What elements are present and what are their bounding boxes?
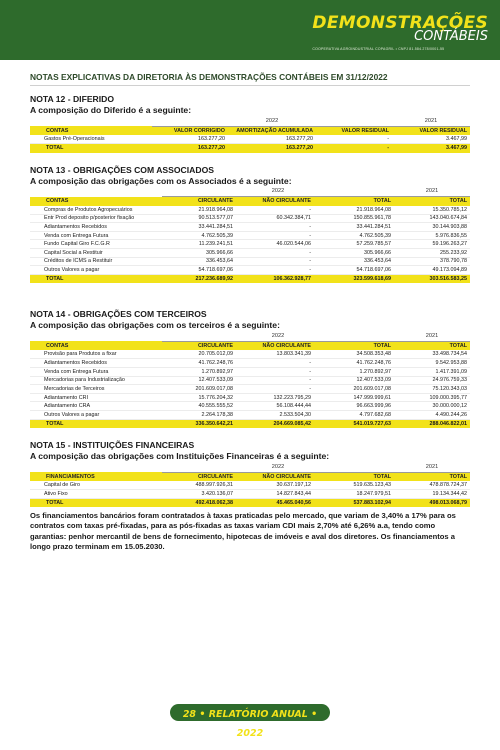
total-row	[30, 498, 470, 507]
table-row	[30, 368, 470, 377]
value-cell: 12.407.533,09	[162, 376, 236, 385]
table-header-row	[30, 126, 470, 135]
value-cell: -	[236, 206, 314, 215]
year-2022-label: 2022	[162, 187, 394, 197]
year-row	[30, 331, 470, 341]
value-cell: -	[236, 249, 314, 258]
table-row	[30, 266, 470, 275]
value-cell: -	[236, 231, 314, 240]
value-cell: -	[236, 257, 314, 266]
row-label: Adiantamentos Recebidos	[30, 223, 162, 232]
total-row	[30, 274, 470, 283]
note-13	[30, 165, 470, 284]
table-row	[30, 240, 470, 249]
total-cell: 537.883.102,94	[314, 498, 394, 507]
value-cell: 4.797.682,68	[314, 411, 394, 420]
value-cell: 1.270.892,97	[314, 368, 394, 377]
column-header: TOTAL	[394, 472, 470, 481]
table-row	[30, 350, 470, 359]
table-row	[30, 231, 470, 240]
year-2022-label: 2022	[152, 116, 392, 126]
value-cell: 150.855.961,78	[314, 214, 394, 223]
note-15	[30, 440, 470, 552]
header-title-block	[312, 14, 488, 51]
total-cell: -	[316, 144, 392, 153]
value-cell: 40.555.555,52	[162, 402, 236, 411]
note-subtitle: A composição do Diferido é a seguinte:	[30, 105, 192, 115]
value-cell: 109.000.395,77	[394, 393, 470, 402]
value-cell: 378.790,78	[394, 257, 470, 266]
note-subtitle: A composição das obrigações com os Associados é a seguinte:	[30, 175, 292, 186]
row-label: Adiantamento CRI	[30, 393, 162, 402]
table-row	[30, 481, 470, 490]
note-12	[30, 94, 470, 153]
value-cell: 46.020.544,06	[236, 240, 314, 249]
note-title: NOTA 12 - DIFERIDO	[30, 94, 115, 104]
column-header: TOTAL	[394, 197, 470, 206]
total-cell: 336.350.642,21	[162, 419, 236, 428]
year-row	[30, 187, 470, 197]
value-cell: 488.997.926,31	[162, 481, 236, 490]
value-cell: 12.407.533,09	[314, 376, 394, 385]
total-label: TOTAL	[30, 144, 152, 153]
total-cell: 45.465.040,56	[236, 498, 314, 507]
value-cell: 18.247.979,51	[314, 490, 394, 499]
table-row	[30, 385, 470, 394]
value-cell: 75.120.343,03	[394, 385, 470, 394]
year-2022-label: 2022	[162, 462, 394, 472]
table-header-row	[30, 472, 470, 481]
value-cell: 336.453,64	[162, 257, 236, 266]
value-cell: 57.259.785,57	[314, 240, 394, 249]
value-cell: 519.635.123,43	[314, 481, 394, 490]
column-header: CONTAS	[30, 197, 162, 206]
table-body	[30, 135, 470, 144]
total-label: TOTAL	[30, 274, 162, 283]
row-label: Adiantamentos Recebidos	[30, 359, 162, 368]
table-row	[30, 135, 470, 144]
value-cell: 478.878.724,37	[394, 481, 470, 490]
note-subtitle: A composição das obrigações com os terceiros é a seguinte:	[30, 320, 280, 331]
table-row	[30, 257, 470, 266]
row-label: Mercadorias de Terceiros	[30, 385, 162, 394]
table-row	[30, 223, 470, 232]
value-cell: 1.270.892,97	[162, 368, 236, 377]
row-label: Venda com Entrega Futura	[30, 368, 162, 377]
value-cell: 201.609.017,08	[162, 385, 236, 394]
total-cell: 541.019.727,63	[314, 419, 394, 428]
note-title: NOTA 14 - OBRIGAÇÕES COM TERCEIROS	[30, 309, 207, 320]
total-row	[30, 144, 470, 153]
document-title: NOTAS EXPLICATIVAS DA DIRETORIA ÀS DEMONSTRAÇÕES CONTÁBEIS EM 31/12/2022	[30, 68, 470, 86]
note-subtitle: A composição das obrigações com Instituições Financeiras é a seguinte:	[30, 451, 330, 462]
value-cell: -	[236, 368, 314, 377]
table-row	[30, 359, 470, 368]
value-cell: 21.918.964,08	[162, 206, 236, 215]
total-row	[30, 419, 470, 428]
row-label: Capital de Giro	[30, 481, 162, 490]
total-label: TOTAL	[30, 419, 162, 428]
value-cell: -	[236, 385, 314, 394]
total-cell: 288.046.822,01	[394, 419, 470, 428]
value-cell: 132.223.795,29	[236, 393, 314, 402]
value-cell: 9.542.953,88	[394, 359, 470, 368]
value-cell: 41.762.248,76	[314, 359, 394, 368]
financing-paragraph: Os financiamentos bancários foram contratados à taxas praticadas pelo mercado, que variam de 3,40% a 17% para os contratos com taxas pré-fixadas, para as pós-fixadas as taxas variam CDI mais 2,70% até 6,26% a.a, tendo como garantias: penhor mercantil de bens de fornecimento, hipotecas de imóveis e aval dos diretores. Os financiamentos a longo prazo terminam em 15.05.2030.	[30, 511, 456, 551]
table-row	[30, 214, 470, 223]
value-cell: -	[236, 359, 314, 368]
table-row	[30, 249, 470, 258]
row-label: Fundo Capital Giro F.C.G.R	[30, 240, 162, 249]
value-cell: 60.342.384,71	[236, 214, 314, 223]
value-cell: 90.513.577,07	[162, 214, 236, 223]
value-cell: 24.976.759,33	[394, 376, 470, 385]
table-row	[30, 490, 470, 499]
column-header: FINANCIAMENTOS	[30, 472, 162, 481]
main-content	[30, 68, 470, 552]
row-label: Gastos Pré-Operacionais	[30, 135, 152, 144]
value-cell: 54.718.697,06	[162, 266, 236, 275]
value-cell: 33.441.284,51	[162, 223, 236, 232]
value-cell: 201.609.017,08	[314, 385, 394, 394]
value-cell: 305.966,66	[162, 249, 236, 258]
value-cell: 15.350.785,12	[394, 206, 470, 215]
column-header: VALOR RESIDUAL	[316, 126, 392, 135]
column-header: CONTAS	[30, 341, 162, 350]
value-cell: 2.533.504,30	[236, 411, 314, 420]
value-cell: -	[236, 266, 314, 275]
value-cell: 147.999.999,61	[314, 393, 394, 402]
value-cell: 21.918.964,08	[314, 206, 394, 215]
column-header: CONTAS	[30, 126, 152, 135]
value-cell: 163.277,20	[152, 135, 228, 144]
column-header: TOTAL	[314, 197, 394, 206]
value-cell: 34.508.353,48	[314, 350, 394, 359]
year-row	[30, 116, 470, 126]
value-cell: 49.173.094,89	[394, 266, 470, 275]
table-header-row	[30, 197, 470, 206]
value-cell: -	[236, 223, 314, 232]
total-cell: 3.467,99	[392, 144, 470, 153]
value-cell: -	[316, 135, 392, 144]
year-2021-label: 2021	[394, 187, 470, 197]
table-body	[30, 481, 470, 498]
column-header: NÃO CIRCULANTE	[236, 197, 314, 206]
value-cell: 2.264.178,38	[162, 411, 236, 420]
total-cell: 163.277,20	[152, 144, 228, 153]
value-cell: 20.705.012,09	[162, 350, 236, 359]
value-cell: 30.000.000,12	[394, 402, 470, 411]
year-2021-label: 2021	[394, 462, 470, 472]
row-label: Venda com Entrega Futura	[30, 231, 162, 240]
column-header: CIRCULANTE	[162, 341, 236, 350]
value-cell: 163.277,20	[228, 135, 316, 144]
page-footer	[170, 704, 330, 739]
year-2021-label: 2021	[394, 331, 470, 341]
year-row	[30, 462, 470, 472]
header-small-text: COOPERATIVA AGROINDUSTRIAL COPAGRIL • CNPJ 81.584.278/0001-55	[312, 47, 445, 51]
total-cell: 303.516.583,25	[394, 274, 470, 283]
associates-obligations-table	[30, 187, 470, 284]
value-cell: 96.663.999,96	[314, 402, 394, 411]
note-14	[30, 309, 470, 428]
value-cell: -	[236, 376, 314, 385]
row-label: Outros Valores a pagar	[30, 411, 162, 420]
column-header: VALOR CORRIGIDO	[152, 126, 228, 135]
column-header: CIRCULANTE	[162, 197, 236, 206]
year-2022-label: 2022	[162, 331, 394, 341]
total-cell: 498.013.068,79	[394, 498, 470, 507]
row-label: Capital Social a Restituir	[30, 249, 162, 258]
column-header: CIRCULANTE	[162, 472, 236, 481]
row-label: Outros Valores a pagar	[30, 266, 162, 275]
footer-label: 28 • RELATÓRIO ANUAL • 2022	[182, 709, 318, 739]
value-cell: 59.196.263,27	[394, 240, 470, 249]
value-cell: 33.441.284,51	[314, 223, 394, 232]
page-header	[0, 0, 500, 60]
note-title: NOTA 13 - OBRIGAÇÕES COM ASSOCIADOS	[30, 164, 214, 175]
value-cell: 3.467,99	[392, 135, 470, 144]
row-label: Mercadorias para Industrialização	[30, 376, 162, 385]
value-cell: 336.453,64	[314, 257, 394, 266]
value-cell: 33.498.734,54	[394, 350, 470, 359]
year-2021-label: 2021	[392, 116, 470, 126]
column-header: VALOR RESIDUAL	[392, 126, 470, 135]
row-label: Compras de Produtos Agropecuários	[30, 206, 162, 215]
row-label: Ativo Fixo	[30, 490, 162, 499]
total-cell: 323.599.618,69	[314, 274, 394, 283]
total-cell: 163.277,20	[228, 144, 316, 153]
column-header: NÃO CIRCULANTE	[236, 341, 314, 350]
value-cell: 41.762.248,76	[162, 359, 236, 368]
table-header-row	[30, 341, 470, 350]
financial-institutions-table	[30, 462, 470, 507]
value-cell: 54.718.697,06	[314, 266, 394, 275]
value-cell: 4.762.505,39	[314, 231, 394, 240]
value-cell: 3.420.136,07	[162, 490, 236, 499]
table-body	[30, 206, 470, 275]
deferred-table	[30, 116, 470, 153]
table-row	[30, 393, 470, 402]
table-row	[30, 206, 470, 215]
table-row	[30, 376, 470, 385]
value-cell: 56.108.444,44	[236, 402, 314, 411]
value-cell: 4.490.244,26	[394, 411, 470, 420]
value-cell: 5.976.836,55	[394, 231, 470, 240]
header-title: DEMONSTRAÇÕES	[312, 13, 488, 33]
value-cell: 15.776.204,32	[162, 393, 236, 402]
value-cell: 14.827.843,44	[236, 490, 314, 499]
column-header: TOTAL	[394, 341, 470, 350]
column-header: TOTAL	[314, 341, 394, 350]
header-subtitle: CONTÁBEIS	[414, 29, 488, 44]
third-party-obligations-table	[30, 331, 470, 428]
row-label: Adiantamento CRA	[30, 402, 162, 411]
total-cell: 492.418.062,38	[162, 498, 236, 507]
value-cell: 1.417.391,09	[394, 368, 470, 377]
value-cell: 30.637.197,12	[236, 481, 314, 490]
value-cell: 30.144.903,88	[394, 223, 470, 232]
column-header: AMORTIZAÇÃO ACUMULADA	[228, 126, 316, 135]
row-label: Entr Prod deposito p/posterior fixação	[30, 214, 162, 223]
total-cell: 106.362.928,77	[236, 274, 314, 283]
value-cell: 11.239.241,51	[162, 240, 236, 249]
column-header: TOTAL	[314, 472, 394, 481]
total-cell: 204.669.085,42	[236, 419, 314, 428]
value-cell: 4.762.505,39	[162, 231, 236, 240]
total-cell: 217.236.689,92	[162, 274, 236, 283]
table-row	[30, 402, 470, 411]
value-cell: 143.040.674,84	[394, 214, 470, 223]
row-label: Créditos de ICMS a Restituir	[30, 257, 162, 266]
value-cell: 305.966,66	[314, 249, 394, 258]
table-row	[30, 411, 470, 420]
value-cell: 255.233,92	[394, 249, 470, 258]
total-label: TOTAL	[30, 498, 162, 507]
table-body	[30, 350, 470, 419]
note-title: NOTA 15 - INSTITUIÇÕES FINANCEIRAS	[30, 440, 195, 451]
column-header: NÃO CIRCULANTE	[236, 472, 314, 481]
value-cell: 13.803.341,39	[236, 350, 314, 359]
value-cell: 19.134.344,42	[394, 490, 470, 499]
row-label: Provisão para Produtos a fixar	[30, 350, 162, 359]
